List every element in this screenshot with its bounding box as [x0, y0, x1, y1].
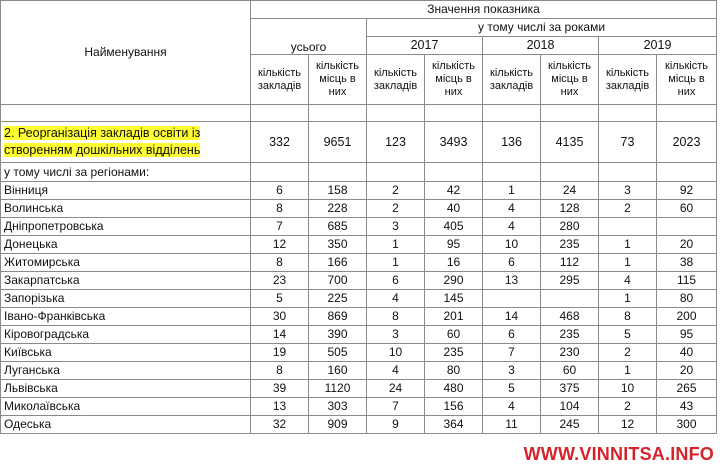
region-name: Луганська — [1, 362, 251, 380]
region-cell: 20 — [657, 236, 717, 254]
region-cell: 300 — [657, 416, 717, 434]
region-cell: 6 — [483, 254, 541, 272]
region-cell: 7 — [483, 344, 541, 362]
region-cell: 8 — [599, 308, 657, 326]
region-cell: 80 — [657, 290, 717, 308]
region-cell: 4 — [367, 290, 425, 308]
region-cell: 375 — [541, 380, 599, 398]
region-cell: 12 — [599, 416, 657, 434]
region-cell: 42 — [425, 182, 483, 200]
region-cell: 2 — [367, 200, 425, 218]
regions-note-row — [1, 163, 717, 182]
region-cell: 38 — [657, 254, 717, 272]
spacer-row — [1, 105, 717, 122]
region-cell: 7 — [367, 398, 425, 416]
region-cell: 230 — [541, 344, 599, 362]
region-cell: 60 — [425, 326, 483, 344]
region-cell: 280 — [541, 218, 599, 236]
header-name: Найменування — [1, 1, 251, 105]
region-cell: 1 — [599, 254, 657, 272]
region-name: Запорізька — [1, 290, 251, 308]
region-name: Донецька — [1, 236, 251, 254]
header-col-places: кількість місць в них — [425, 55, 483, 105]
regions-note: у тому числі за регіонами: — [1, 163, 251, 182]
region-cell: 92 — [657, 182, 717, 200]
region-cell: 40 — [657, 344, 717, 362]
region-cell: 3 — [367, 326, 425, 344]
header-indicator: Значення показника — [251, 1, 717, 19]
region-cell: 8 — [367, 308, 425, 326]
region-cell: 166 — [309, 254, 367, 272]
region-name: Закарпатська — [1, 272, 251, 290]
region-cell: 145 — [425, 290, 483, 308]
region-cell: 43 — [657, 398, 717, 416]
region-cell: 245 — [541, 416, 599, 434]
region-cell — [483, 290, 541, 308]
header-col-institutions: кількість закладів — [599, 55, 657, 105]
region-cell — [599, 218, 657, 236]
region-cell: 24 — [367, 380, 425, 398]
region-cell: 6 — [483, 326, 541, 344]
region-cell: 8 — [251, 200, 309, 218]
region-cell: 201 — [425, 308, 483, 326]
region-cell: 2 — [599, 344, 657, 362]
region-cell: 235 — [541, 326, 599, 344]
header-col-institutions: кількість закладів — [251, 55, 309, 105]
region-cell: 12 — [251, 236, 309, 254]
region-cell: 4 — [599, 272, 657, 290]
region-name: Київська — [1, 344, 251, 362]
table-row — [1, 398, 717, 416]
table-row — [1, 416, 717, 434]
region-cell: 7 — [251, 218, 309, 236]
region-cell: 6 — [251, 182, 309, 200]
table-row — [1, 182, 717, 200]
header-year-2017: 2017 — [367, 37, 483, 55]
region-cell: 5 — [483, 380, 541, 398]
region-cell: 350 — [309, 236, 367, 254]
region-cell: 10 — [483, 236, 541, 254]
region-cell: 200 — [657, 308, 717, 326]
region-cell: 235 — [425, 344, 483, 362]
region-cell: 14 — [251, 326, 309, 344]
header-by-years: у тому числі за роками — [367, 19, 717, 37]
region-name: Львівська — [1, 380, 251, 398]
region-cell: 112 — [541, 254, 599, 272]
header-total: усього — [251, 19, 367, 55]
total-cell: 123 — [367, 122, 425, 163]
header-col-institutions: кількість закладів — [483, 55, 541, 105]
region-cell: 14 — [483, 308, 541, 326]
region-cell: 303 — [309, 398, 367, 416]
region-cell: 16 — [425, 254, 483, 272]
region-name: Волинська — [1, 200, 251, 218]
region-cell: 4 — [483, 398, 541, 416]
table-row — [1, 326, 717, 344]
region-name: Івано-Франківська — [1, 308, 251, 326]
header-col-places: кількість місць в них — [309, 55, 367, 105]
total-cell: 2023 — [657, 122, 717, 163]
region-cell: 2 — [367, 182, 425, 200]
region-cell: 1120 — [309, 380, 367, 398]
region-cell: 95 — [425, 236, 483, 254]
region-cell: 1 — [367, 236, 425, 254]
region-cell: 60 — [657, 200, 717, 218]
header-year-2019: 2019 — [599, 37, 717, 55]
region-cell: 1 — [599, 236, 657, 254]
region-cell: 5 — [599, 326, 657, 344]
total-cell: 3493 — [425, 122, 483, 163]
header-col-institutions: кількість закладів — [367, 55, 425, 105]
region-cell: 228 — [309, 200, 367, 218]
region-cell: 4 — [483, 200, 541, 218]
region-cell: 5 — [251, 290, 309, 308]
region-name: Одеська — [1, 416, 251, 434]
region-cell: 19 — [251, 344, 309, 362]
header-col-places: кількість місць в них — [541, 55, 599, 105]
region-cell: 11 — [483, 416, 541, 434]
table-row — [1, 290, 717, 308]
table-row — [1, 344, 717, 362]
region-cell: 4 — [483, 218, 541, 236]
region-name: Вінниця — [1, 182, 251, 200]
region-cell: 4 — [367, 362, 425, 380]
region-cell: 30 — [251, 308, 309, 326]
region-cell: 8 — [251, 362, 309, 380]
table-row — [1, 200, 717, 218]
table-row — [1, 272, 717, 290]
region-cell: 13 — [483, 272, 541, 290]
header-year-2018: 2018 — [483, 37, 599, 55]
region-cell: 13 — [251, 398, 309, 416]
total-cell: 73 — [599, 122, 657, 163]
region-cell: 505 — [309, 344, 367, 362]
region-name: Миколаївська — [1, 398, 251, 416]
region-cell: 364 — [425, 416, 483, 434]
region-cell: 95 — [657, 326, 717, 344]
region-cell: 405 — [425, 218, 483, 236]
region-cell: 24 — [541, 182, 599, 200]
region-cell: 60 — [541, 362, 599, 380]
table-row — [1, 236, 717, 254]
region-cell: 115 — [657, 272, 717, 290]
region-name: Дніпропетровська — [1, 218, 251, 236]
region-cell: 1 — [599, 290, 657, 308]
table-row — [1, 254, 717, 272]
region-cell: 32 — [251, 416, 309, 434]
region-cell: 40 — [425, 200, 483, 218]
region-cell: 6 — [367, 272, 425, 290]
total-cell: 332 — [251, 122, 309, 163]
region-cell: 156 — [425, 398, 483, 416]
region-cell: 128 — [541, 200, 599, 218]
region-cell: 80 — [425, 362, 483, 380]
table-row — [1, 218, 717, 236]
table-row — [1, 362, 717, 380]
region-cell: 909 — [309, 416, 367, 434]
region-cell: 2 — [599, 200, 657, 218]
total-cell: 9651 — [309, 122, 367, 163]
region-cell: 468 — [541, 308, 599, 326]
region-cell: 3 — [483, 362, 541, 380]
region-cell — [657, 218, 717, 236]
region-cell: 158 — [309, 182, 367, 200]
watermark-logo: WWW.VINNITSA.INFO — [523, 444, 714, 464]
region-cell: 1 — [367, 254, 425, 272]
region-cell: 10 — [367, 344, 425, 362]
region-name: Житомирська — [1, 254, 251, 272]
region-cell: 160 — [309, 362, 367, 380]
region-cell: 290 — [425, 272, 483, 290]
region-cell: 480 — [425, 380, 483, 398]
region-cell: 700 — [309, 272, 367, 290]
region-cell: 225 — [309, 290, 367, 308]
total-row-name — [1, 122, 251, 163]
region-cell: 1 — [483, 182, 541, 200]
header-col-places: кількість місць в них — [657, 55, 717, 105]
region-cell: 104 — [541, 398, 599, 416]
table-row — [1, 308, 717, 326]
region-cell: 235 — [541, 236, 599, 254]
total-row — [1, 122, 717, 163]
region-cell: 1 — [599, 362, 657, 380]
region-cell: 265 — [657, 380, 717, 398]
region-cell: 3 — [599, 182, 657, 200]
region-cell: 2 — [599, 398, 657, 416]
table-row — [1, 380, 717, 398]
region-cell: 3 — [367, 218, 425, 236]
region-cell: 685 — [309, 218, 367, 236]
total-cell: 4135 — [541, 122, 599, 163]
total-row-label: 2. Реорганізація закладів освіти із створенням дошкільних відділень — [4, 126, 201, 157]
region-cell: 39 — [251, 380, 309, 398]
region-cell — [541, 290, 599, 308]
region-cell: 9 — [367, 416, 425, 434]
region-cell: 10 — [599, 380, 657, 398]
region-name: Кіровоградська — [1, 326, 251, 344]
region-cell: 23 — [251, 272, 309, 290]
region-cell: 8 — [251, 254, 309, 272]
total-cell: 136 — [483, 122, 541, 163]
region-cell: 390 — [309, 326, 367, 344]
region-cell: 20 — [657, 362, 717, 380]
region-cell: 869 — [309, 308, 367, 326]
region-cell: 295 — [541, 272, 599, 290]
